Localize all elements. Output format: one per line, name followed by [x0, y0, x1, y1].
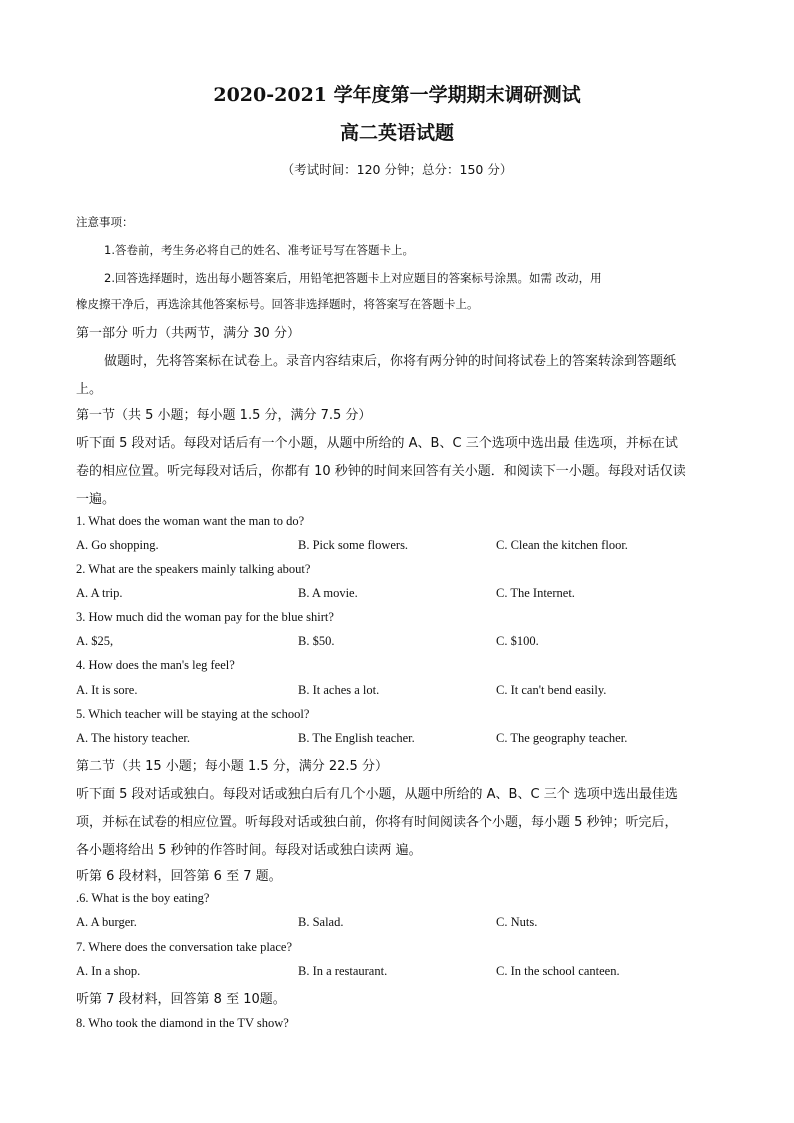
question-3-option-a: A. $25, — [76, 634, 114, 648]
question-2-option-b: B. A movie. — [298, 586, 358, 600]
question-7-option-c: C. In the school canteen. — [496, 964, 620, 978]
question-6-option-a: A. A burger. — [76, 915, 137, 929]
question-7: 7. Where does the conversation take place? — [76, 940, 292, 954]
question-2-option-a: A. A trip. — [76, 586, 123, 600]
section1-instructions-3: 一遍。 — [76, 492, 116, 507]
question-2-option-c: C. The Internet. — [496, 586, 575, 600]
question-3-option-b: B. $50. — [298, 634, 335, 648]
question-4-option-c: C. It can't bend easily. — [496, 683, 607, 697]
material-6-heading: 听第 6 段材料，回答第 6 至 7 题。 — [76, 869, 282, 884]
notice-heading: 注意事项： — [76, 215, 134, 229]
exam-title: 2020-2021 学年度第一学期期末调研测试 — [213, 84, 581, 106]
notice-item-2: 2.回答选择题时，选出每小题答案后，用铅笔把答题卡上对应题目的答案标号涂黑。如需 改动，用 — [104, 271, 602, 285]
section2-instructions-2: 项，并标在试卷的相应位置。听每段对话或独白前，你将有时间阅读各个小题，每小题 5 秒钟；听完后， — [76, 815, 678, 830]
question-1-option-b: B. Pick some flowers. — [298, 538, 409, 552]
question-8: 8. Who took the diamond in the TV show? — [76, 1016, 289, 1030]
question-5-option-a: A. The history teacher. — [76, 731, 190, 745]
question-6: .6. What is the boy eating? — [76, 891, 210, 905]
question-5-option-b: B. The English teacher. — [298, 731, 415, 745]
section1-instructions-2: 卷的相应位置。听完每段对话后，你都有 10 秒钟的时间来回答有关小题．和阅读下一小题。每段对话仅读 — [76, 464, 686, 479]
exam-info: （考试时间：120 分钟；总分：150 分） — [281, 162, 513, 177]
section2-instructions: 听下面 5 段对话或独白。每段对话或独白后有几个小题，从题中所给的 A、B、C 三个 选项中选出最佳选 — [76, 787, 678, 802]
section2-instructions-3: 各小题将给出 5 秒钟的作答时间。每段对话或独白读两 遍。 — [76, 843, 422, 858]
part1-intro: 做题时，先将答案标在试卷上。录音内容结束后，你将有两分钟的时间将试卷上的答案转涂到答题纸 — [104, 354, 677, 369]
exam-subject-title: 高二英语试题 — [339, 122, 454, 144]
section1-heading: 第一节（共 5 小题；每小题 1.5 分，满分 7.5 分） — [76, 408, 372, 423]
question-2: 2. What are the speakers mainly talking about? — [76, 562, 311, 576]
question-3-option-c: C. $100. — [496, 634, 539, 648]
question-4: 4. How does the man's leg feel? — [76, 658, 235, 672]
question-5-option-c: C. The geography teacher. — [496, 731, 628, 745]
material-7-heading: 听第 7 段材料，回答第 8 至 10题。 — [76, 992, 286, 1007]
question-4-option-b: B. It aches a lot. — [298, 683, 380, 697]
section1-instructions: 听下面 5 段对话。每段对话后有一个小题，从题中所给的 A、B、C 三个选项中选出最 佳选项，并标在试 — [76, 436, 678, 451]
notice-item-2-cont: 橡皮擦干净后，再选涂其他答案标号。回答非选择题时，将答案写在答题卡上。 — [76, 297, 479, 311]
question-6-option-b: B. Salad. — [298, 915, 344, 929]
question-7-option-a: A. In a shop. — [76, 964, 141, 978]
question-5: 5. Which teacher will be staying at the school? — [76, 707, 310, 721]
part1-heading: 第一部分 听力（共两节，满分 30 分） — [76, 326, 300, 341]
notice-item-1: 1.答卷前，考生务必将自己的姓名、准考证号写在答题卡上。 — [104, 243, 414, 257]
question-1-option-c: C. Clean the kitchen floor. — [496, 538, 628, 552]
question-3: 3. How much did the woman pay for the blue shirt? — [76, 610, 334, 624]
section2-heading: 第二节（共 15 小题；每小题 1.5 分，满分 22.5 分） — [76, 759, 388, 774]
question-1-option-a: A. Go shopping. — [76, 538, 159, 552]
part1-intro-cont: 上。 — [76, 382, 103, 397]
question-6-option-c: C. Nuts. — [496, 915, 538, 929]
question-7-option-b: B. In a restaurant. — [298, 964, 388, 978]
question-4-option-a: A. It is sore. — [76, 683, 138, 697]
question-1: 1. What does the woman want the man to do? — [76, 514, 305, 528]
